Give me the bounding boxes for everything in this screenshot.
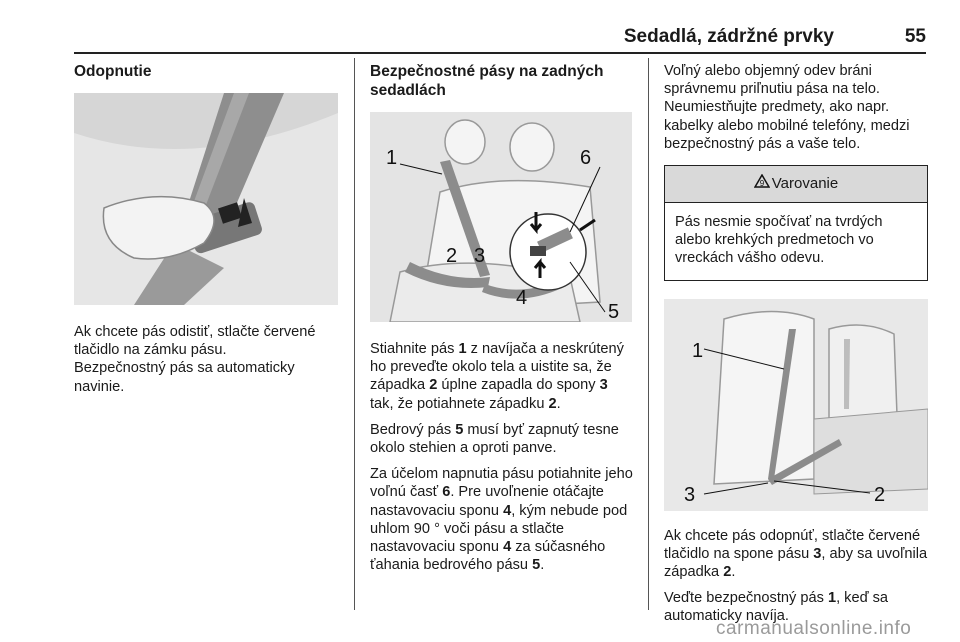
column-divider-1 — [354, 58, 355, 610]
rear-belts-text-3: Za účelom napnutia pásu potiahnite jeho voľnú časť 6. Pre uvoľnenie otáčajte nastavovaciu sponu 4, kým nebude pod uhlom 90 ° voči pásu a stlačte nastavovaciu sponu 4 za súčasného ťahania bedrového pásu 5. — [370, 466, 633, 574]
column-right — [664, 62, 929, 634]
figure-label-4: 4 — [516, 287, 528, 309]
rear-belts-heading: Bezpečnostné pásy na zadných sedadlách — [370, 63, 604, 99]
rear-seat-belt-illustration — [370, 112, 632, 322]
warning-box — [664, 165, 928, 281]
figure-label-1b: 1 — [692, 339, 704, 362]
header-divider — [74, 52, 926, 54]
unbuckle-rear-text: Ak chcete pás odopnúť, stlačte červené tlačidlo na spone pásu 3, aby sa uvoľnila západka 2. — [664, 527, 928, 581]
figure-label-2b: 2 — [874, 483, 886, 506]
warning-text: Pás nesmie spočívať na tvrdých alebo krehkých predmetoch vo vreckách vášho odevu. — [675, 214, 883, 267]
figure-label-3b: 3 — [684, 483, 696, 506]
warning-icon — [754, 166, 770, 202]
warning-title: Varovanie — [771, 175, 839, 193]
clothing-note: Voľný alebo objemný odev bráni správnemu priľnutiu pása na telo. Neumiestňujte predmety, ako napr. kabelky alebo mobilné telefóny, medzi bezpečnostný pás a vaše telo. — [664, 63, 910, 152]
figure-label-6: 6 — [580, 147, 592, 169]
figure-label-2: 2 — [446, 245, 458, 267]
page-number: 55 — [904, 26, 926, 47]
unbuckle-heading: Odopnutie — [74, 63, 152, 80]
column-middle — [370, 62, 635, 582]
column-divider-2 — [648, 58, 649, 610]
column-left — [74, 62, 342, 404]
middle-seat-belt-illustration — [664, 299, 928, 511]
rear-belts-text-1: Stiahnite pás 1 z navíjača a neskrútený ho preveďte okolo tela a uistite sa, že západka 2 úplne zapadla do spony 3 tak, že potiahnete západku 2. — [370, 341, 624, 412]
guide-belt-text: Veďte bezpečnostný pás 1, keď sa automaticky navíja. — [664, 590, 889, 625]
figure-label-1: 1 — [386, 147, 398, 169]
page-header — [74, 26, 926, 50]
rear-belts-text-2: Bedrový pás 5 musí byť zapnutý tesne okolo stehien a oproti panve. — [370, 421, 619, 457]
unbuckle-text-2: Bezpečnostný pás sa automaticky navinie. — [74, 360, 295, 395]
svg-text:9: 9 — [759, 179, 765, 189]
figure-label-5: 5 — [608, 301, 620, 322]
warning-header — [665, 166, 927, 203]
unbuckle-text-1: Ak chcete pás odistiť, stlačte červené tlačidlo na zámku pásu. — [74, 324, 316, 359]
unbuckle-illustration — [74, 93, 338, 305]
watermark: carmanualsonline.info — [716, 618, 912, 639]
figure-label-3: 3 — [474, 245, 486, 267]
section-title: Sedadlá, zádržné prvky — [623, 26, 834, 47]
